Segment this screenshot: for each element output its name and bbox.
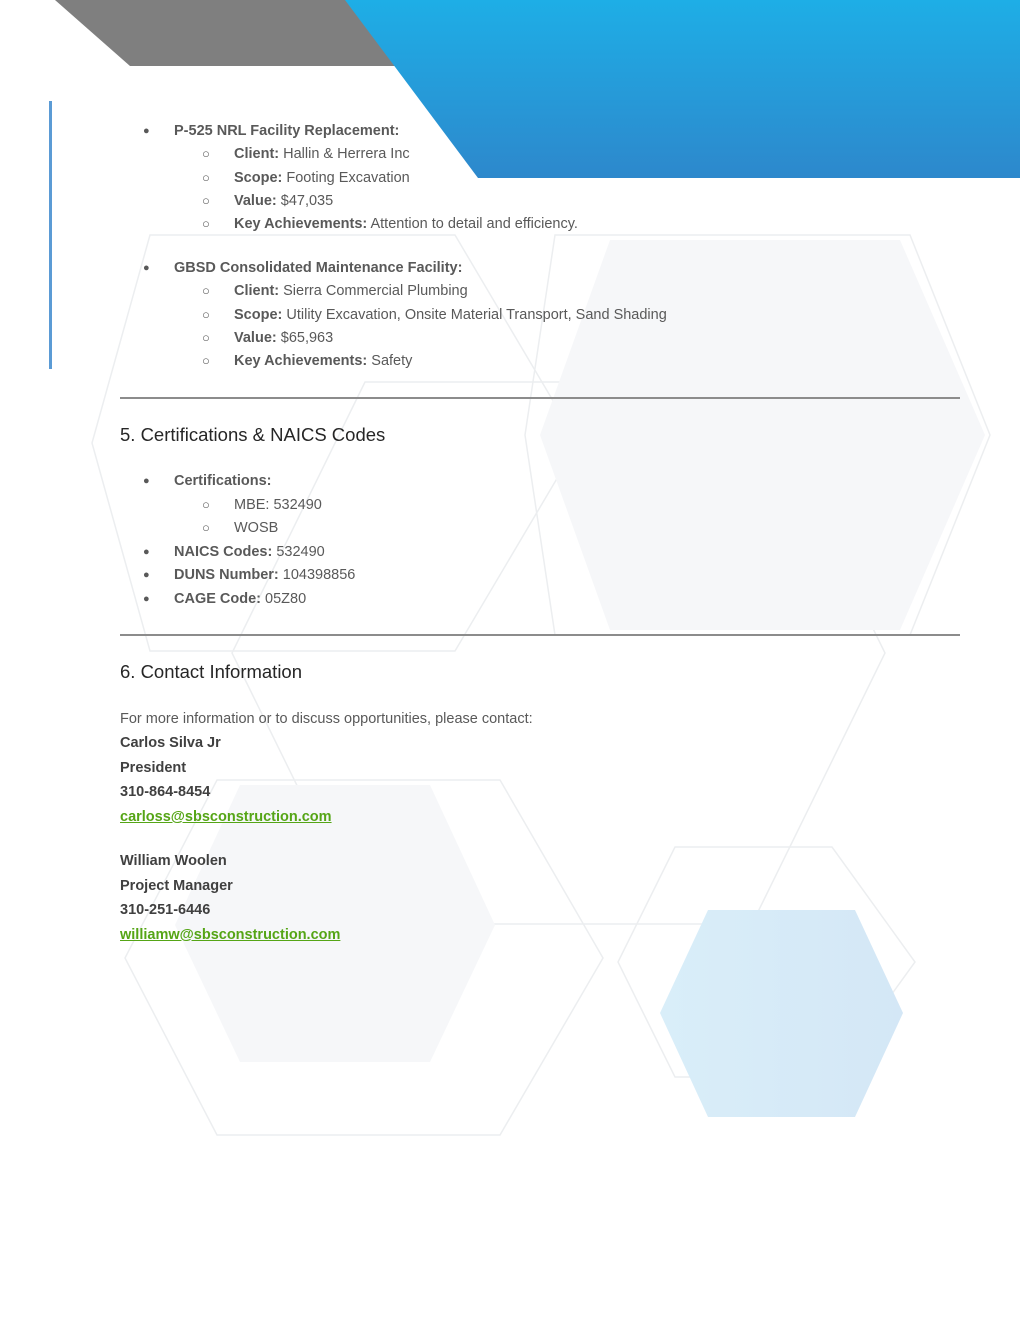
detail-value: Utility Excavation, Onsite Material Transport, Sand Shading xyxy=(286,307,667,323)
sub-bullet-icon: ○ xyxy=(202,330,210,345)
sub-bullet-icon: ○ xyxy=(202,353,210,368)
detail-value: $65,963 xyxy=(280,330,334,346)
detail-label: Scope: xyxy=(234,170,283,186)
project-detail xyxy=(234,215,578,233)
bullet-icon: ● xyxy=(143,125,150,137)
project-detail xyxy=(234,169,410,187)
section-divider xyxy=(120,397,960,399)
section-divider xyxy=(120,634,960,636)
contact-phone: 310-251-6446 xyxy=(120,902,211,918)
naics-codes xyxy=(174,543,325,561)
detail-value: Safety xyxy=(371,353,413,369)
project-detail xyxy=(234,329,333,347)
detail-value: $47,035 xyxy=(280,193,334,209)
certification-item: WOSB xyxy=(234,520,279,536)
cage-value: 05Z80 xyxy=(265,591,307,607)
contact-title: Project Manager xyxy=(120,878,233,894)
contact-name: William Woolen xyxy=(120,853,227,869)
left-accent-bar xyxy=(49,101,52,369)
project-detail xyxy=(234,282,468,300)
detail-label: Client: xyxy=(234,146,280,162)
cage-code xyxy=(174,590,306,608)
bullet-icon: ● xyxy=(143,569,150,581)
sub-bullet-icon: ○ xyxy=(202,193,210,208)
duns-value: 104398856 xyxy=(282,567,356,583)
duns-label: DUNS Number: xyxy=(174,567,279,583)
sub-bullet-icon: ○ xyxy=(202,307,210,322)
naics-value: 532490 xyxy=(276,544,325,560)
contact-name: Carlos Silva Jr xyxy=(120,735,221,751)
bullet-icon: ● xyxy=(143,262,150,274)
sub-bullet-icon: ○ xyxy=(202,520,210,535)
detail-label: Key Achievements: xyxy=(234,353,368,369)
sub-bullet-icon: ○ xyxy=(202,497,210,512)
bullet-icon: ● xyxy=(143,593,150,605)
detail-value: Hallin & Herrera Inc xyxy=(283,146,410,162)
contact-email-link[interactable]: williamw@sbsconstruction.com xyxy=(120,927,341,943)
contact-email-link[interactable]: carloss@sbsconstruction.com xyxy=(120,809,332,825)
contact-phone: 310-864-8454 xyxy=(120,784,211,800)
sub-bullet-icon: ○ xyxy=(202,216,210,231)
contact-title: President xyxy=(120,760,187,776)
detail-label: Key Achievements: xyxy=(234,216,368,232)
project-detail xyxy=(234,306,667,324)
duns-number xyxy=(174,566,355,584)
project-detail xyxy=(234,145,410,163)
cage-label: CAGE Code: xyxy=(174,591,261,607)
bullet-icon: ● xyxy=(143,475,150,487)
certification-item: MBE: 532490 xyxy=(234,497,322,513)
detail-label: Value: xyxy=(234,330,277,346)
detail-value: Footing Excavation xyxy=(286,170,410,186)
detail-value: Sierra Commercial Plumbing xyxy=(283,283,468,299)
detail-label: Client: xyxy=(234,283,280,299)
certifications-label: Certifications: xyxy=(174,473,272,489)
project-title: GBSD Consolidated Maintenance Facility: xyxy=(174,260,463,276)
sub-bullet-icon: ○ xyxy=(202,170,210,185)
contact-intro: For more information or to discuss opportunities, please contact: xyxy=(120,711,533,727)
detail-label: Value: xyxy=(234,193,277,209)
detail-label: Scope: xyxy=(234,307,283,323)
bullet-icon: ● xyxy=(143,546,150,558)
naics-label: NAICS Codes: xyxy=(174,544,273,560)
sub-bullet-icon: ○ xyxy=(202,283,210,298)
contact-heading: 6. Contact Information xyxy=(120,661,303,682)
project-title: P-525 NRL Facility Replacement: xyxy=(174,123,400,139)
sub-bullet-icon: ○ xyxy=(202,146,210,161)
project-detail xyxy=(234,352,412,370)
certifications-heading: 5. Certifications & NAICS Codes xyxy=(120,424,386,445)
detail-value: Attention to detail and efficiency. xyxy=(370,216,578,232)
project-detail xyxy=(234,192,333,210)
